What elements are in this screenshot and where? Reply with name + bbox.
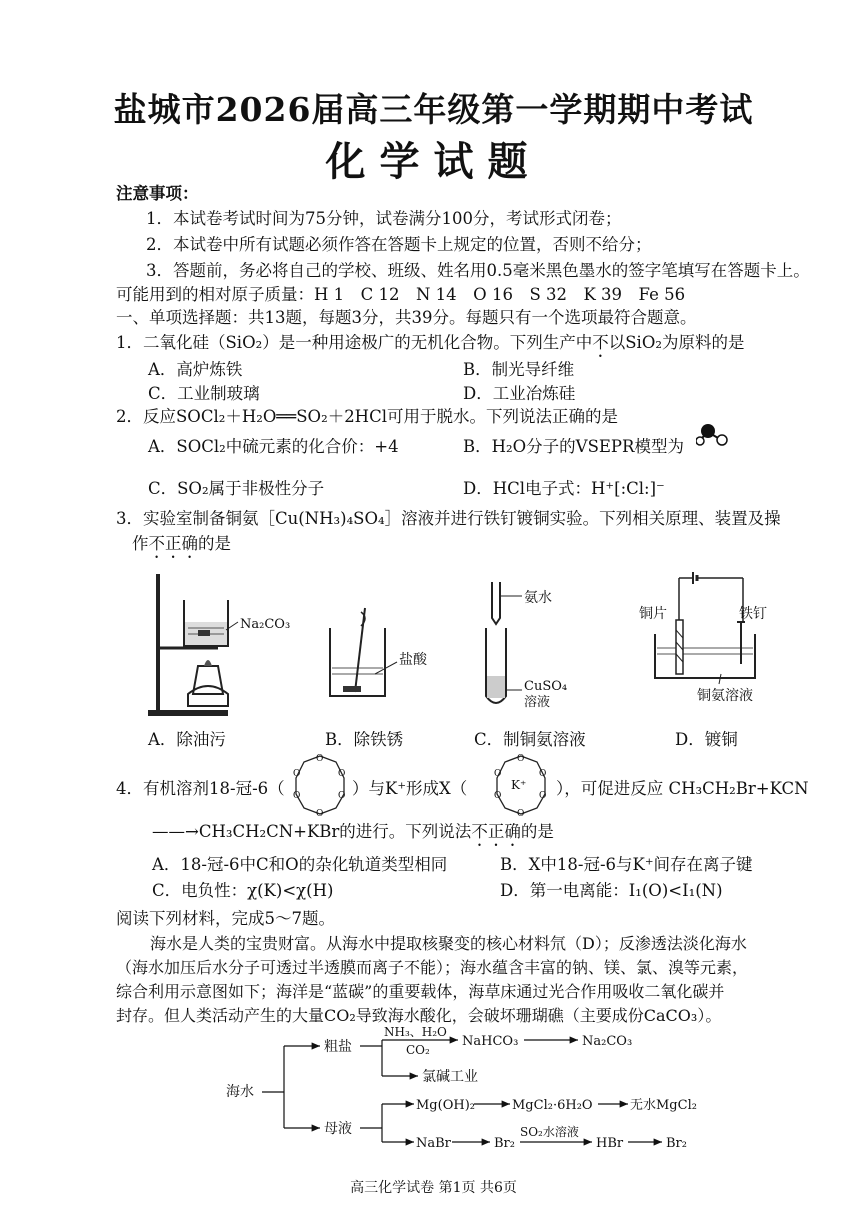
q2-option-d: D．HCl电子式：H⁺[:Cl:]⁻ [463,479,665,498]
vsepr-model-icon [696,420,736,450]
q2-option-a: A．SOCl₂中硫元素的化合价：+4 [148,437,399,456]
exam-subject-title: 化学试题 [325,138,542,185]
label-so2-solution: SO₂水溶液 [520,1125,579,1139]
svg-text:O: O [517,809,525,818]
notice-item-3: 3．答题前，务必将自己的学校、班级、姓名用0.5毫米黑色墨水的签字笔填写在答题卡上。 [146,261,810,280]
svg-text:O: O [293,769,301,779]
node-nahco3: NaHCO₃ [462,1034,519,1049]
label-copper-ammonia-solution: 铜氨溶液 [697,688,753,704]
reading-line-4: 封存。但人类活动产生的大量CO₂导致海水酸化，会破坏珊瑚礁（主要成份CaCO₃）。 [116,1006,722,1025]
label-k-ion: K⁺ [511,778,527,792]
svg-text:O: O [316,809,324,818]
svg-text:O: O [494,769,502,779]
crown-ether-k-complex [490,752,552,818]
node-mother-liquor: 母液 [324,1121,352,1137]
svg-text:O: O [316,754,324,764]
svg-text:O: O [517,754,525,764]
svg-text:O: O [338,769,346,779]
question-2-stem: 2．反应SOCl₂＋H₂O══SO₂＋2HCl可用于脱水。下列说法正确的是 [116,407,618,426]
svg-text:O: O [338,791,346,801]
node-mgcl2-hydrate: MgCl₂·6H₂O [512,1098,593,1113]
question-4-stem-part1: 4．有机溶剂18-冠-6（ [116,779,285,798]
q1-option-c: C．工业制玻璃 [148,384,260,403]
node-chlor-alkali: 氯碱工业 [422,1069,478,1085]
node-anhydrous-mgcl2: 无水MgCl₂ [630,1098,697,1113]
svg-text:O: O [293,791,301,801]
q2-option-c: C．SO₂属于非极性分子 [148,479,325,498]
question-4-stem-line2: ——→CH₃CH₂CN+KBr的进行。下列说法不正确的是 [152,822,554,841]
label-hydrochloric-acid: 盐酸 [399,652,427,668]
node-crude-salt: 粗盐 [324,1039,352,1055]
label-solution: 溶液 [524,695,551,710]
label-co2: CO₂ [406,1043,430,1057]
node-nabr: NaBr [416,1136,451,1151]
q4-option-d: D．第一电离能：I₁(O)<I₁(N) [500,881,723,900]
label-nh3-h2o: NH₃、H₂O [384,1025,447,1039]
node-hbr: HBr [596,1136,624,1151]
reading-heading: 阅读下列材料，完成5～7题。 [116,909,335,928]
q3-option-c: C．制铜氨溶液 [474,730,586,749]
q1-option-b: B．制光导纤维 [463,360,575,379]
q1-option-a: A．高炉炼铁 [148,360,243,379]
svg-text:O: O [494,791,502,801]
q4-option-a: A．18-冠-6中C和O的杂化轨道类型相同 [152,855,448,874]
seawater-utilization-flowchart [220,1024,720,1164]
node-seawater: 海水 [226,1084,254,1100]
svg-text:O: O [539,791,547,801]
reading-line-3: 综合利用示意图如下；海洋是“蓝碳”的重要载体，海草床通过光合作用吸收二氧化碳并 [116,982,725,1001]
question-4-stem-part3: ），可促进反应 CH₃CH₂Br+KCN [556,779,809,798]
reading-line-2: （海水加压后水分子可透过半透膜而离子不能）；海水蕴含丰富的钠、镁、氯、溴等元素， [116,958,749,977]
question-1-stem: 1．二氧化硅（SiO₂）是一种用途极广的无机化合物。下列生产中不以SiO₂为原料的是 [116,333,745,352]
notice-item-2: 2．本试卷中所有试题必须作答在答题卡上规定的位置，否则不给分； [146,235,652,254]
question-3-stem-line1: 3．实验室制备铜氨［Cu(NH₃)₄SO₄］溶液并进行铁钉镀铜实验。下列相关原理、装置及操 [116,509,781,528]
hcl-electron-formula: H⁺[:Cl:]⁻ [591,479,665,498]
apparatus-a-degreasing [148,570,298,722]
apparatus-c-copper-ammonia [478,578,588,718]
label-ammonia-water: 氨水 [524,590,552,606]
q1-option-d: D．工业冶炼硅 [463,384,576,403]
apparatus-b-rust-removal [325,598,465,708]
q4-option-b: B．X中18-冠-6与K⁺间存在离子键 [500,855,753,874]
q4-option-c: C．电负性：χ(K)<χ(H) [152,881,334,900]
q3-option-a: A．除油污 [148,730,226,749]
q2-option-b: B．H₂O分子的VSEPR模型为 [463,437,684,456]
q3-option-b: B．除铁锈 [325,730,404,749]
notice-item-1: 1．本试卷考试时间为75分钟，试卷满分100分，考试形式闭卷； [146,209,622,228]
exam-title: 盐城市2026届高三年级第一学期期中考试 [113,90,754,129]
node-br2-first: Br₂ [494,1136,515,1151]
svg-text:O: O [539,769,547,779]
page-footer: 高三化学试卷 第1页 共6页 [350,1180,517,1196]
label-iron-nail: 铁钉 [739,606,767,622]
section-heading: 一、单项选择题：共13题，每题3分，共39分。每题只有一个选项最符合题意。 [116,308,697,327]
label-na2co3: Na₂CO₃ [240,617,291,632]
node-mgoh2: Mg(OH)₂ [416,1098,475,1113]
q3-option-d: D．镀铜 [675,730,738,749]
apparatus-d-copper-plating [635,572,785,712]
node-br2-second: Br₂ [666,1136,687,1151]
notice-heading: 注意事项： [116,184,199,203]
atomic-masses: 可能用到的相对原子质量：H 1 C 12 N 14 O 16 S 32 K 39 Fe 56 [116,285,686,304]
node-na2co3: Na₂CO₃ [582,1034,633,1049]
question-4-stem-part2: ）与K⁺形成X（ [352,779,468,798]
label-cuso4: CuSO₄ [524,679,568,694]
crown-ether-structure [292,752,348,818]
question-3-stem-line2: 作不正确的是 [132,534,231,553]
reading-line-1: 海水是人类的宝贵财富。从海水中提取核聚变的核心材料氘（D）；反渗透法淡化海水 [150,934,747,953]
label-copper-sheet: 铜片 [639,606,667,622]
